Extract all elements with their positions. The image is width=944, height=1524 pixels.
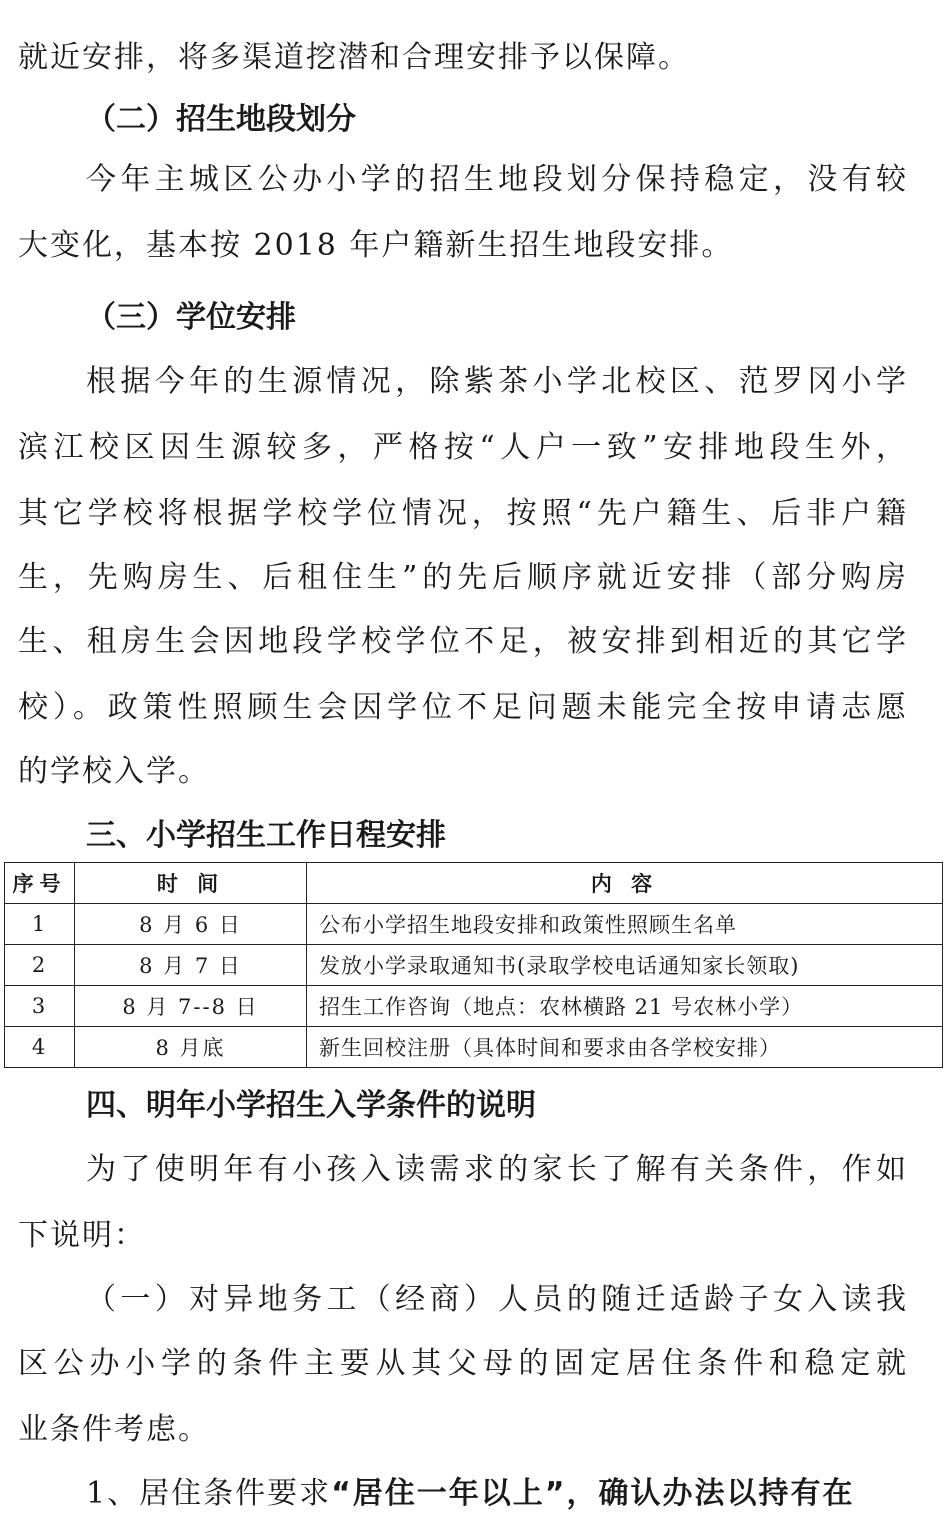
table-row [5, 945, 943, 986]
paragraph-line: 生、租房生会因地段学校学位不足，被安排到相近的其它学 [18, 624, 908, 659]
row-content: 公布小学招生地段安排和政策性照顾生名单 [307, 904, 943, 945]
paragraph-line: 为了使明年有小孩入读需求的家长了解有关条件，作如 [86, 1152, 908, 1187]
paragraph-line: 下说明： [18, 1218, 146, 1253]
row-number: 4 [5, 1027, 75, 1068]
row-time: 8 月 6 日 [75, 904, 307, 945]
header-content: 内 容 [307, 863, 943, 904]
paragraph-line: 就近安排，将多渠道挖潜和合理安排予以保障。 [18, 40, 690, 75]
section-heading-schedule: 三、小学招生工作日程安排 [86, 818, 446, 853]
paragraph-line: 的学校入学。 [18, 754, 210, 789]
row-content: 新生回校注册（具体时间和要求由各学校安排） [307, 1027, 943, 1068]
paragraph-line: 根据今年的生源情况，除紫茶小学北校区、范罗冈小学 [86, 364, 908, 399]
row-time: 8 月 7--8 日 [75, 986, 307, 1027]
row-content: 发放小学录取通知书(录取学校电话通知家长领取) [307, 945, 943, 986]
paragraph-line: （一）对异地务工（经商）人员的随迁适龄子女入读我 [86, 1282, 908, 1317]
schedule-table [4, 862, 943, 1068]
row-time: 8 月底 [75, 1027, 307, 1068]
subheading-seat-arrangement: （三）学位安排 [86, 300, 296, 335]
paragraph-line: 其它学校将根据学校学位情况，按照“先户籍生、后非户籍 [18, 496, 908, 531]
residence-label: 1、居住条件要求 [86, 1476, 332, 1511]
table-row [5, 986, 943, 1027]
row-number: 3 [5, 986, 75, 1027]
paragraph-line: 校）。政策性照顾生会因学位不足问题未能完全按申请志愿 [18, 690, 908, 725]
subheading-enrollment-districts: （二）招生地段划分 [86, 102, 356, 137]
paragraph-line: 区公办小学的条件主要从其父母的固定居住条件和稳定就 [18, 1346, 908, 1381]
paragraph-line: 业条件考虑。 [18, 1412, 210, 1447]
paragraph-line: 滨江校区因生源较多，严格按“人户一致”安排地段生外， [18, 430, 908, 465]
table-row [5, 904, 943, 945]
residence-requirement: “居住一年以上”，确认办法以持有在 [331, 1476, 855, 1511]
paragraph-line-residence [86, 1474, 908, 1514]
row-number: 1 [5, 904, 75, 945]
row-number: 2 [5, 945, 75, 986]
paragraph-line: 今年主城区公办小学的招生地段划分保持稳定，没有较 [86, 162, 908, 197]
table-header-row [5, 863, 943, 904]
header-number: 序号 [5, 863, 75, 904]
row-time: 8 月 7 日 [75, 945, 307, 986]
paragraph-line: 生，先购房生、后租住生”的先后顺序就近安排（部分购房 [18, 560, 908, 595]
section-heading-next-year-conditions: 四、明年小学招生入学条件的说明 [86, 1088, 536, 1123]
row-content: 招生工作咨询（地点：农林横路 21 号农林小学） [307, 986, 943, 1027]
paragraph-line: 大变化，基本按 2018 年户籍新生招生地段安排。 [18, 228, 734, 263]
table-row [5, 1027, 943, 1068]
header-time: 时 间 [75, 863, 307, 904]
